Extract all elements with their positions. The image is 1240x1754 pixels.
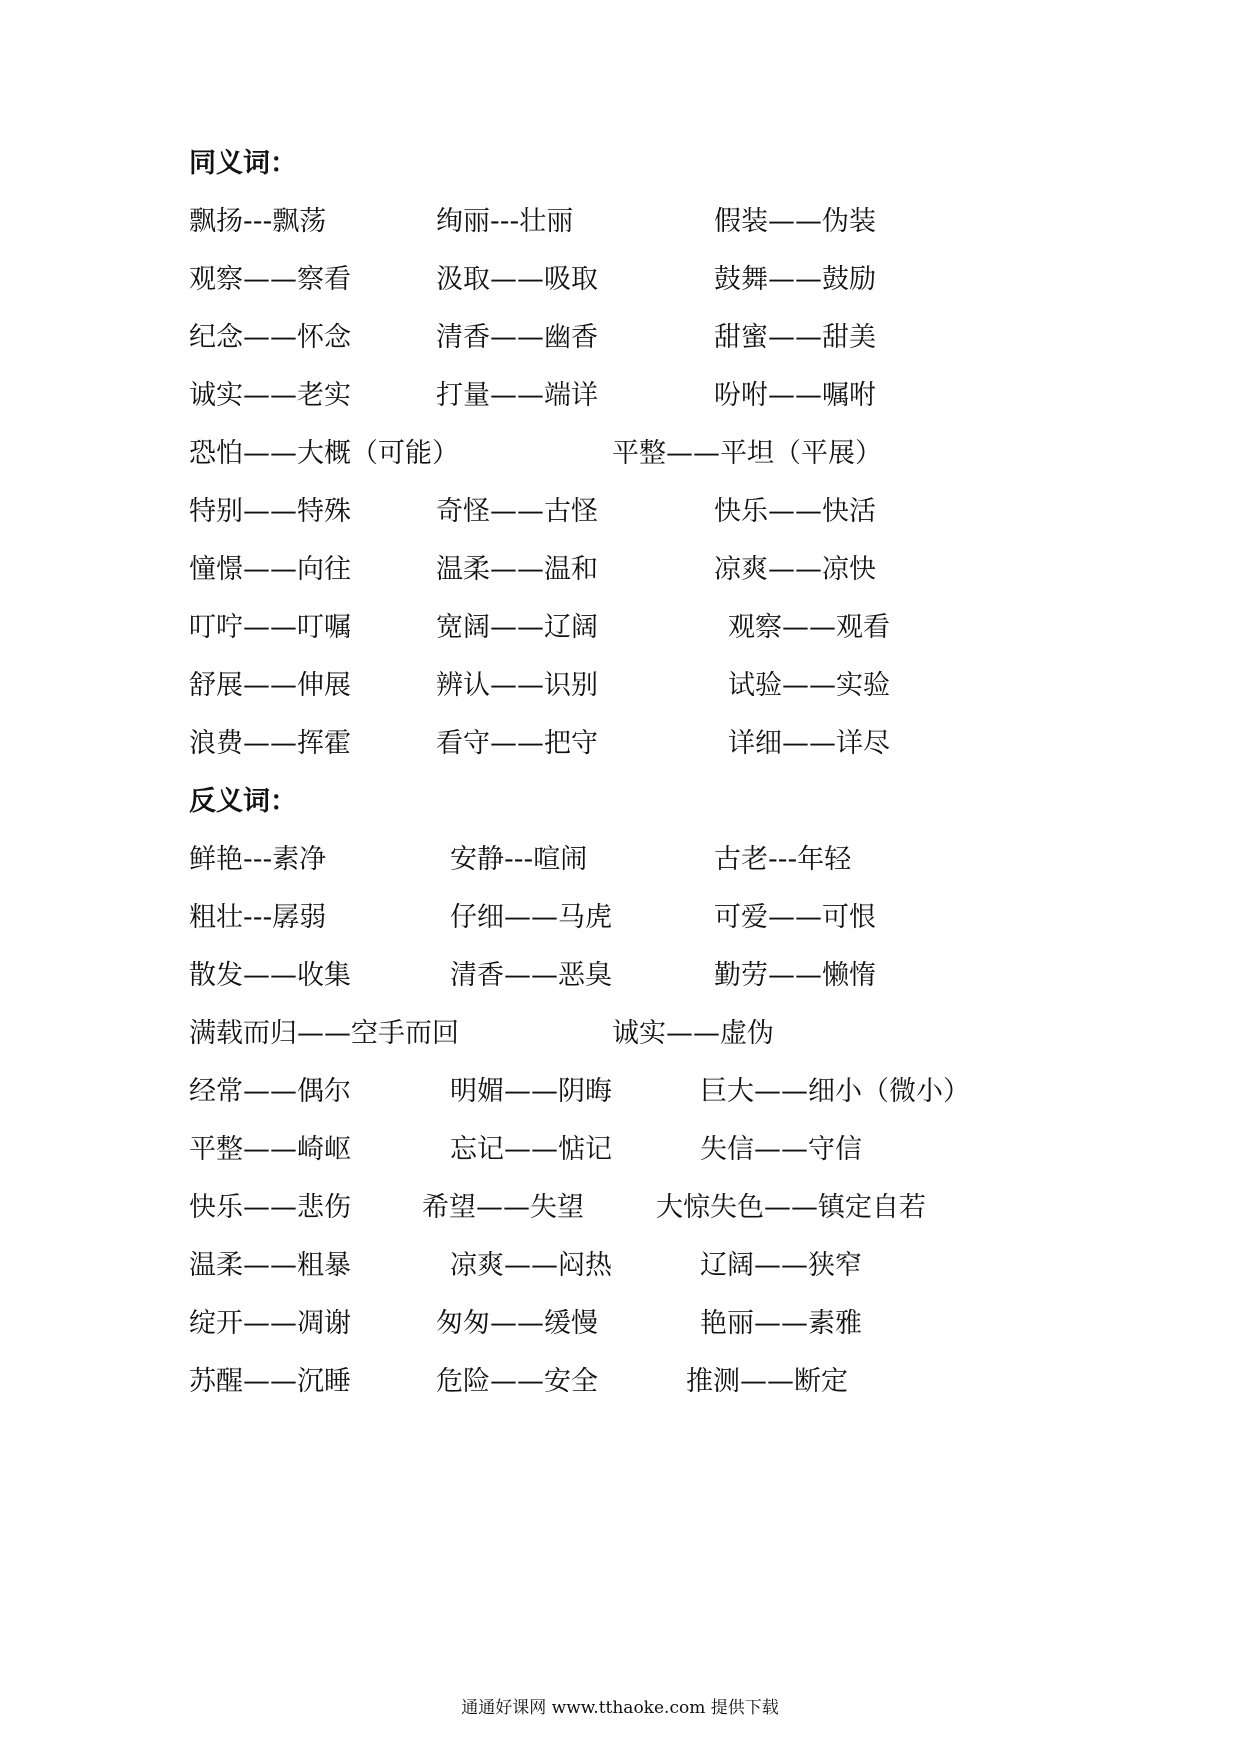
word-pair: 快乐——悲伤 (189, 1192, 351, 1223)
word-pair: 仔细——马虎 (450, 902, 612, 933)
word-pair: 可爱——可恨 (714, 902, 876, 933)
synonym-row (0, 324, 1240, 364)
synonym-row (0, 266, 1240, 306)
word-pair: 叮咛——叮嘱 (189, 612, 351, 643)
word-pair: 观察——察看 (189, 264, 351, 295)
synonym-row (0, 672, 1240, 712)
word-pair: 温柔——温和 (436, 554, 598, 585)
antonym-row (0, 1194, 1240, 1234)
word-pair: 汲取——吸取 (436, 264, 598, 295)
word-pair: 失信——守信 (700, 1134, 862, 1165)
antonym-row (0, 962, 1240, 1002)
word-pair: 危险——安全 (436, 1366, 598, 1397)
word-pair: 纪念——怀念 (189, 322, 351, 353)
antonym-row (0, 1368, 1240, 1408)
antonym-row (0, 904, 1240, 944)
word-pair: 诚实——虚伪 (612, 1018, 774, 1049)
word-pair: 诚实——老实 (189, 380, 351, 411)
word-pair: 苏醒——沉睡 (189, 1366, 351, 1397)
word-pair: 推测——断定 (686, 1366, 848, 1397)
word-pair: 满载而归——空手而回 (189, 1018, 459, 1049)
word-pair: 鼓舞——鼓励 (714, 264, 876, 295)
word-pair: 温柔——粗暴 (189, 1250, 351, 1281)
word-pair: 假装——伪装 (714, 206, 876, 237)
word-pair: 快乐——快活 (714, 496, 876, 527)
word-pair: 散发——收集 (189, 960, 351, 991)
antonym-row (0, 1078, 1240, 1118)
word-pair: 安静---喧闹 (450, 844, 588, 875)
word-pair: 飘扬---飘荡 (189, 206, 327, 237)
word-pair: 平整——崎岖 (189, 1134, 351, 1165)
word-pair: 舒展——伸展 (189, 670, 351, 701)
word-pair: 大惊失色——镇定自若 (656, 1192, 926, 1223)
word-pair: 试验——实验 (728, 670, 890, 701)
word-pair: 特别——特殊 (189, 496, 351, 527)
word-pair: 明媚——阴晦 (450, 1076, 612, 1107)
word-pair: 憧憬——向往 (189, 554, 351, 585)
synonym-row (0, 208, 1240, 248)
word-pair: 清香——恶臭 (450, 960, 612, 991)
word-pair: 观察——观看 (728, 612, 890, 643)
word-pair: 绽开——凋谢 (189, 1308, 351, 1339)
antonym-row (0, 1136, 1240, 1176)
word-pair: 粗壮---孱弱 (189, 902, 327, 933)
antonym-row (0, 1020, 1240, 1060)
word-pair: 巨大——细小（微小） (700, 1076, 970, 1107)
synonym-row (0, 440, 1240, 480)
page-footer: 通通好课网 www.tthaoke.com 提供下载 (461, 1698, 779, 1718)
word-pair: 勤劳——懒惰 (714, 960, 876, 991)
word-pair: 浪费——挥霍 (189, 728, 351, 759)
antonym-row (0, 846, 1240, 886)
synonym-row (0, 614, 1240, 654)
antonyms-heading: 反义词： (189, 786, 297, 817)
synonym-row (0, 730, 1240, 770)
word-pair: 凉爽——闷热 (450, 1250, 612, 1281)
word-pair: 平整——平坦（平展） (612, 438, 882, 469)
synonym-row (0, 498, 1240, 538)
word-pair: 奇怪——古怪 (436, 496, 598, 527)
word-pair: 经常——偶尔 (189, 1076, 351, 1107)
word-pair: 辽阔——狭窄 (700, 1250, 862, 1281)
antonym-row (0, 1310, 1240, 1350)
word-pair: 详细——详尽 (728, 728, 890, 759)
word-pair: 打量——端详 (436, 380, 598, 411)
antonym-row (0, 1252, 1240, 1292)
word-pair: 忘记——惦记 (450, 1134, 612, 1165)
word-pair: 古老---年轻 (714, 844, 852, 875)
word-pair: 艳丽——素雅 (700, 1308, 862, 1339)
word-pair: 希望——失望 (422, 1192, 584, 1223)
word-pair: 绚丽---壮丽 (436, 206, 574, 237)
word-pair: 甜蜜——甜美 (714, 322, 876, 353)
word-pair: 辨认——识别 (436, 670, 598, 701)
synonym-row (0, 556, 1240, 596)
word-pair: 看守——把守 (436, 728, 598, 759)
word-pair: 恐怕——大概（可能） (189, 438, 459, 469)
word-pair: 吩咐——嘱咐 (714, 380, 876, 411)
synonyms-heading: 同义词： (189, 148, 297, 179)
word-pair: 清香——幽香 (436, 322, 598, 353)
synonym-row (0, 382, 1240, 422)
word-pair: 凉爽——凉快 (714, 554, 876, 585)
word-pair: 鲜艳---素净 (189, 844, 327, 875)
word-pair: 宽阔——辽阔 (436, 612, 598, 643)
word-pair: 匆匆——缓慢 (436, 1308, 598, 1339)
